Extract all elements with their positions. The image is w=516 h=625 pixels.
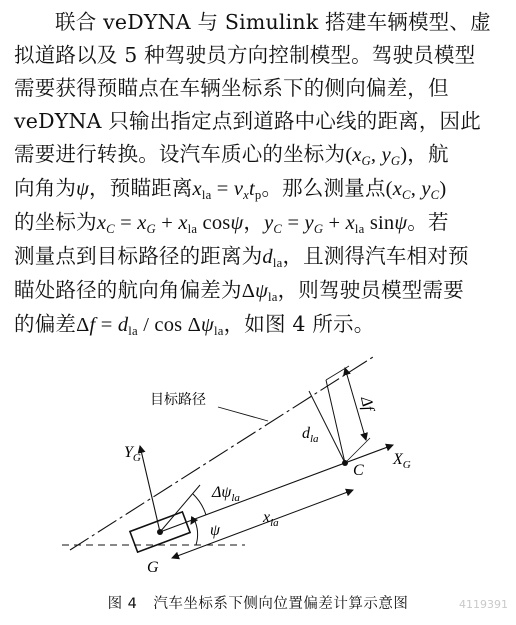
psi-label: ψ [210, 522, 220, 539]
target-path-label: 目标路径 [150, 392, 206, 408]
text-line-4: veDYNA 只输出指定点到道路中心线的距离，因此 [14, 109, 481, 133]
text-line-9 [14, 274, 508, 308]
figure-4 [0, 350, 516, 590]
text-line-8a: 测量点到目标路径的距离为 [14, 244, 263, 268]
text-line-7a: 的坐标为 [14, 210, 97, 234]
text-line-3: 需要获得预瞄点在车辆坐标系下的侧向偏差，但 [14, 76, 449, 100]
formula-dla: $d_{la}$ [262, 246, 283, 270]
formula-deviation: $\Delta f = d_{la} / \cos \Delta\psi_{la}$ [76, 314, 224, 338]
body-paragraph [14, 6, 508, 342]
text-line-6b: ，预瞄距离 [89, 176, 193, 200]
text-line-8 [14, 240, 508, 274]
lateral-deviation-diagram [0, 350, 516, 590]
figure-caption-text: 汽车坐标系下侧向位置偏差计算示意图 [153, 596, 409, 612]
df-label: Δf [357, 395, 377, 413]
text-line-6c: 。那么测量点 [261, 176, 386, 200]
text-line-10a: 的偏差 [14, 312, 77, 336]
dpsi-arc [193, 494, 206, 515]
text-line-7c: 。若 [407, 210, 449, 234]
formula-xc: $x_C = x_G + x_{la}$ cosψ [96, 212, 244, 236]
formula-dpsi: $\Delta\psi_{la}$ [241, 280, 278, 304]
text-line-5b: ，航 [407, 142, 449, 166]
cg-point [157, 529, 163, 535]
xg-label: $X_G$ [393, 451, 411, 471]
dla-line [309, 391, 345, 463]
text-line-6 [14, 172, 508, 206]
text-line-1: 联合 veDYNA 与 Simulink 搭建车辆模型、虚 [55, 10, 491, 34]
text-line-5 [14, 138, 508, 172]
psi-arc [194, 519, 198, 545]
text-line-10 [14, 308, 508, 342]
formula-preview-distance: $x_{la} = v_xt_p$ [192, 178, 262, 202]
text-line-7b: ， [243, 210, 265, 234]
xla-label: $x_{la}$ [263, 509, 279, 529]
figure-number: 图 4 [107, 596, 138, 612]
formula-c-coord: ($x_C$, $y_C$) [385, 178, 447, 202]
formula-cg-coord: ($x_G$, $y_G$) [345, 144, 408, 168]
text-line-7 [14, 206, 508, 240]
yg-label: $Y_G$ [124, 444, 141, 464]
vehicle-y-axis [140, 446, 160, 532]
df-ext-bottom [345, 438, 370, 463]
df-ext-top [326, 366, 349, 380]
formula-psi: ψ [76, 178, 90, 200]
target-path-pointer [218, 407, 268, 421]
text-line-9b: ，则驾驶员模型需要 [277, 278, 464, 302]
text-line-2: 拟道路以及 5 种驾驶员方向控制模型。驾驶员模型 [14, 43, 476, 67]
df-line [326, 380, 345, 463]
text-line-8b: ，且测得汽车相对预 [282, 244, 469, 268]
text-line-6a: 向角为 [14, 176, 77, 200]
formula-yc: $y_C = y_G + x_{la}$ sinψ [264, 212, 408, 236]
dla-label: $d_{la}$ [302, 425, 319, 445]
text-line-10b: ，如图 4 所示。 [223, 312, 375, 336]
figure-caption [0, 592, 516, 613]
c-label: C [353, 462, 364, 479]
watermark: 4119391 [459, 598, 508, 611]
dpsi-label: $\Delta\psi_{la}$ [212, 484, 240, 504]
text-line-9a: 瞄处路径的航向角偏差为 [14, 278, 242, 302]
g-label: G [147, 559, 159, 576]
text-line-5a: 需要进行转换。设汽车质心的坐标为 [14, 142, 346, 166]
